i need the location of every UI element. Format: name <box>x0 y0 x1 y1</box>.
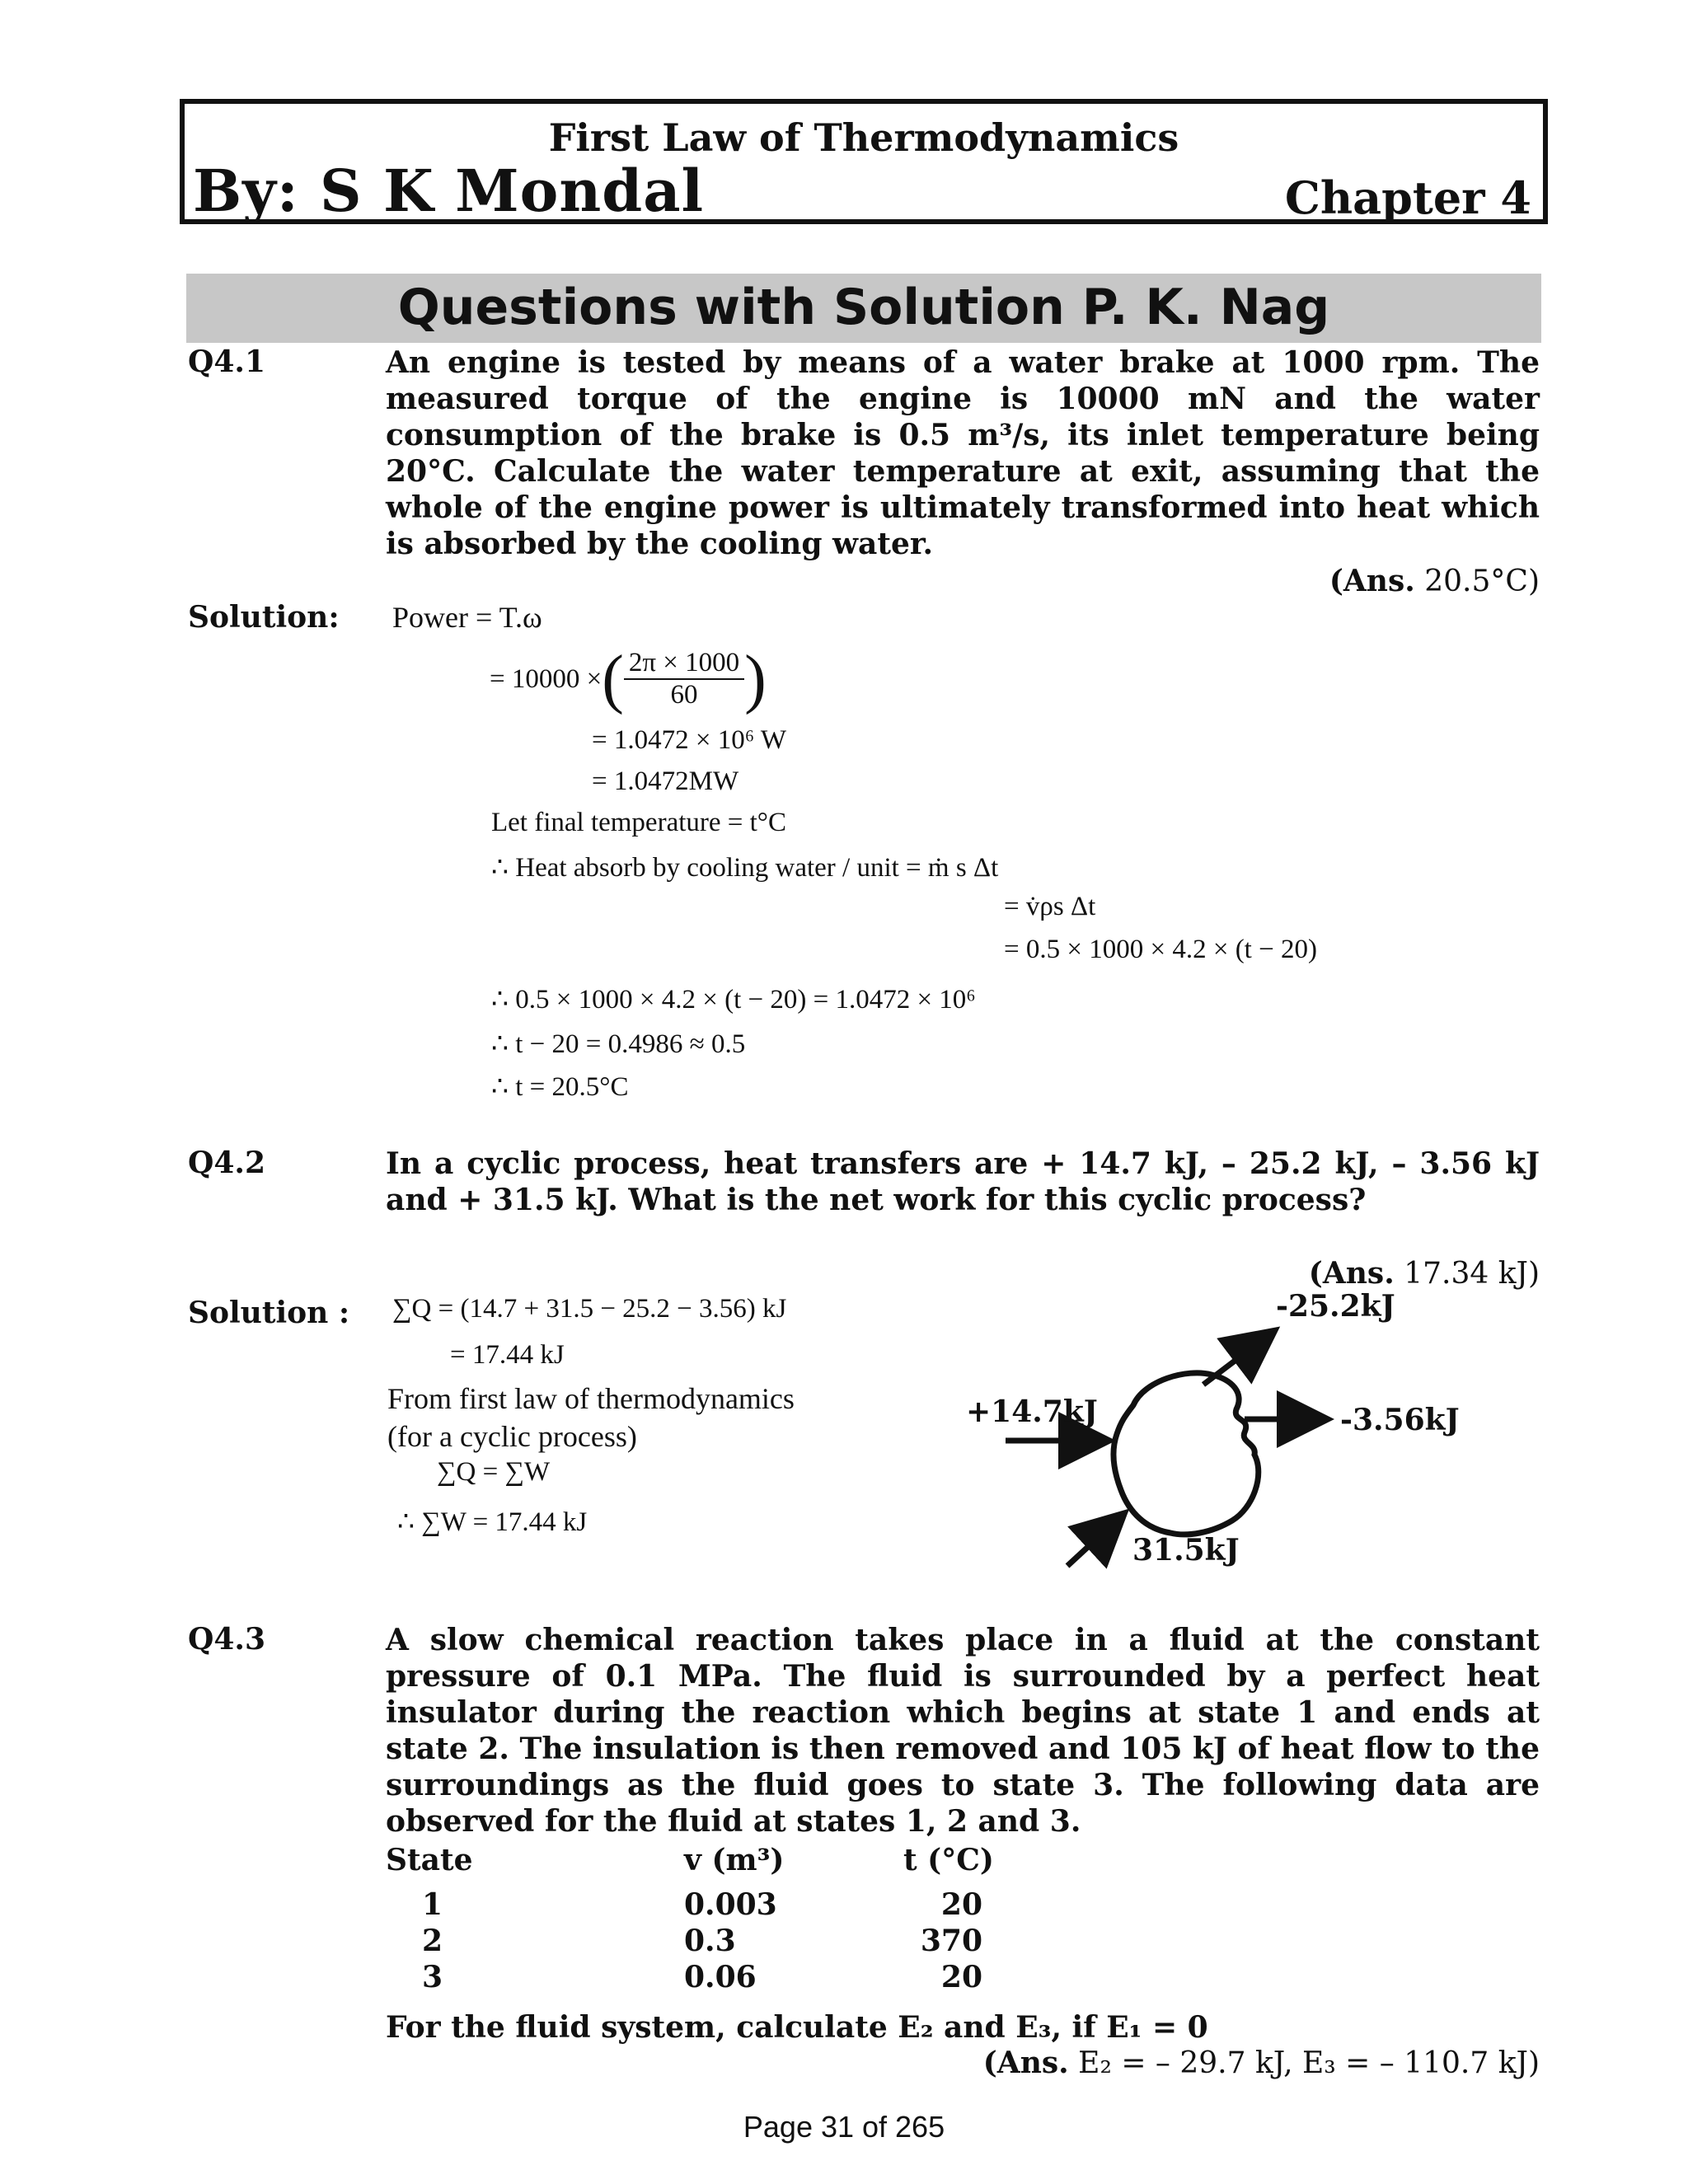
page-number: Page 31 of 265 <box>743 2110 945 2144</box>
chapter-label: Chapter 4 <box>1284 171 1531 224</box>
solution-label: Solution: <box>188 600 340 635</box>
math-line: = 0.5 × 1000 × 4.2 × (t − 20) <box>1004 935 1317 964</box>
answer-value: 17.34 kJ) <box>1404 1257 1540 1291</box>
table-cell: 0.3 <box>684 1924 736 1958</box>
question-text: A slow chemical reaction takes place in a fluid at the constant pressure of 0.1 MPa. The fluid is surrounded by a perfect heat insulator during the reaction which begins at state 1 and ends at state 2. The insulation is then removed and 105 kJ of heat flow to the surroundings as the fluid goes to state 3. The following data are observed for the fluid at states 1, 2 and 3. <box>386 1623 1540 1839</box>
table-cell: 3 <box>422 1960 443 1994</box>
header-box <box>180 99 1548 224</box>
table-cell: 20 <box>940 1960 982 1994</box>
math-line: ∴ t = 20.5°C <box>491 1072 629 1102</box>
answer-value: E₂ = – 29.7 kJ, E₃ = – 110.7 kJ) <box>1078 2046 1540 2080</box>
math-line: Let final temperature = t°C <box>491 808 787 837</box>
math-line: ∴ ∑W = 17.44 kJ <box>397 1507 588 1537</box>
math-line: ∑Q = (14.7 + 31.5 − 25.2 − 3.56) kJ <box>392 1294 787 1324</box>
system-boundary <box>1114 1373 1259 1535</box>
table-cell: 0.06 <box>684 1960 757 1994</box>
document-title: First Law of Thermodynamics <box>548 115 1179 160</box>
label-heat-in-1: +14.7kJ <box>966 1394 1098 1429</box>
table-cell: 2 <box>422 1924 443 1958</box>
table-header-state: State <box>386 1843 473 1877</box>
math-line: ∴ 0.5 × 1000 × 4.2 × (t − 20) = 1.0472 × 10⁶ <box>491 985 976 1015</box>
math-line: = 17.44 kJ <box>450 1340 565 1370</box>
math-line: = v̇ρs Δt <box>1004 892 1096 921</box>
section-banner <box>186 274 1541 343</box>
section-title: Questions with Solution P. K. Nag <box>397 279 1330 336</box>
paren-right: ) <box>744 642 767 715</box>
label-heat-out-2: -3.56kJ <box>1340 1403 1460 1437</box>
fraction-numerator: 2π × 1000 <box>624 648 744 680</box>
answer-label: (Ans. <box>1329 564 1415 598</box>
author: By: S K Mondal <box>193 157 705 225</box>
question-footer: For the fluid system, calculate E₂ and E₃, if E₁ = 0 <box>386 2010 1208 2045</box>
answer <box>1329 564 1540 598</box>
question-label: Q4.3 <box>188 1622 265 1657</box>
arrow-out-25-2 <box>1203 1333 1271 1385</box>
table-cell: 0.003 <box>684 1887 777 1922</box>
table-cell: 20 <box>940 1887 982 1922</box>
table-header-temperature: t (°C) <box>903 1843 994 1877</box>
math-text: = 10000 × <box>490 663 603 694</box>
label-heat-in-2: 31.5kJ <box>1132 1533 1240 1568</box>
math-line: = 1.0472 × 10⁶ W <box>592 725 787 755</box>
paren-left: ( <box>602 642 624 715</box>
question-label: Q4.1 <box>188 344 265 379</box>
question-text: An engine is tested by means of a water brake at 1000 rpm. The measured torque of the engine is 10000 mN and the water consumption of the brake is 0.5 m³/s, its inlet temperature being 20°C. Calculate the water temperature at exit, assuming that the whole of the engine power is ultimately transformed into heat which is absorbed by the cooling water. <box>386 345 1540 561</box>
question-text: In a cyclic process, heat transfers are + 14.7 kJ, – 25.2 kJ, – 3.56 kJ and + 31.5 kJ. What is the net work for this cyclic process? <box>386 1146 1540 1217</box>
fraction <box>624 648 744 710</box>
label-heat-out-1: -25.2kJ <box>1276 1289 1395 1324</box>
answer <box>983 2046 1540 2080</box>
math-line: ∴ t − 20 = 0.4986 ≈ 0.5 <box>491 1029 746 1059</box>
answer-value: 20.5°C) <box>1424 565 1540 598</box>
math-line: ∑Q = ∑W <box>437 1457 551 1487</box>
question-label: Q4.2 <box>188 1146 265 1180</box>
math-fraction-line <box>490 638 767 720</box>
cyclic-process-diagram <box>948 1286 1541 1599</box>
math-line: = 1.0472MW <box>592 766 739 796</box>
answer-label: (Ans. <box>982 2046 1069 2080</box>
fraction-denominator: 60 <box>670 680 698 710</box>
table-cell: 370 <box>920 1924 982 1958</box>
table-header-volume: v (m³) <box>684 1843 785 1877</box>
text-line: (for a cyclic process) <box>387 1420 637 1453</box>
math-line: Power = T.ω <box>392 601 542 634</box>
text-line: From first law of thermodynamics <box>387 1382 795 1415</box>
arrow-in-31-5 <box>1067 1516 1121 1566</box>
math-line: ∴ Heat absorb by cooling water / unit = ṁ s Δt <box>491 853 999 883</box>
answer-label: (Ans. <box>1308 1256 1395 1291</box>
table-cell: 1 <box>422 1887 443 1922</box>
solution-label: Solution : <box>188 1296 350 1330</box>
